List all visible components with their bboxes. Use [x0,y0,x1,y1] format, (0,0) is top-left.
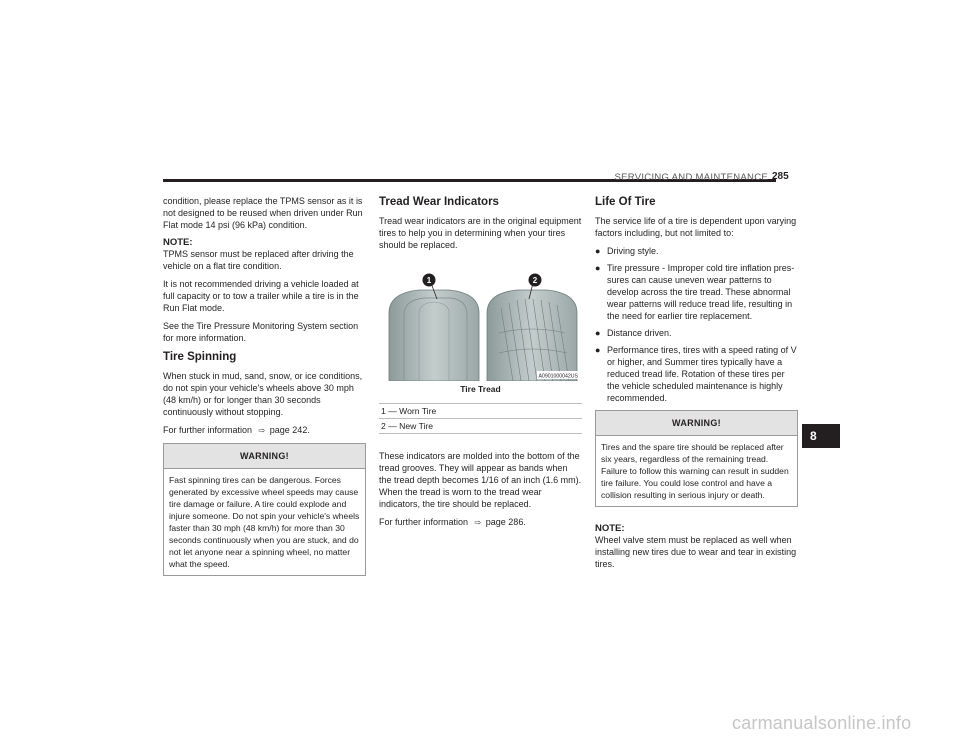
further-info-label: For further information [379,517,469,527]
watermark: carmanualsonline.info [732,713,912,733]
bullet-icon: ● [595,345,601,355]
tread-wear-paragraph: Tread wear indicators are in the original equipment tires to help you in determining when your tires should be replaced. [379,216,582,250]
tire-spinning-paragraph: When stuck in mud, sand, snow, or ice conditions, do not spin your vehicle's wheels above 30 mph (48 km/h) or for longer than 30 seconds continuously without stopping. [163,371,363,417]
figure-caption: Tire Tread [460,384,501,394]
warning-text: Fast spinning tires can be dangerous. Forces generated by excessive wheel speeds may cause tire damage or failure. A tire could explode and injure someone. Do not spin your vehicle's wheels faster than 30 mph (48 km/h) for more than 30 seconds continuously when you are stuck, and do not let anyone near a spinning wheel, no matter what the speed. [169,475,360,569]
legend-worn-tire: 1 — Worn Tire [379,403,582,418]
running-header-section: SERVICING AND MAINTENANCE [614,172,768,183]
new-tire-shape [487,290,577,381]
list-item: ● Performance tires, tires with a speed rating of V or higher, and Summer tires typically have a reduced tread life. Rotation of these tires per the vehicle scheduled maintenance is highly recommended. [595,345,797,403]
bullet-icon: ● [595,328,601,338]
list-item: ● Driving style. [595,246,659,256]
column-right [595,195,798,576]
figure-code: A0901000042US [538,373,578,380]
page-ref-arrow-icon: ⇨ [258,426,266,435]
tire-spinning-heading: Tire Spinning [163,351,237,363]
callout-1-label: 1 [426,276,432,285]
column-left [163,195,366,576]
note-text: TPMS sensor must be replaced after driving the vehicle on a flat tire condition. [163,249,354,271]
bullet-icon: ● [595,246,601,256]
run-flat-paragraph: It is not recommended driving a vehicle loaded at full capacity or to tow a trailer while a tire is in the Run Flat mode. [163,279,359,313]
intro-paragraph: condition, please replace the TPMS sensor as it is not designed to be reused when driven under Run Flat mode 14 psi (96 kPa) condition. [163,196,363,230]
warning-box [163,443,366,576]
callout-2-label: 2 [532,276,538,285]
legend-new-tire: 2 — New Tire [379,418,582,434]
life-of-tire-paragraph: The service life of a tire is dependent upon varying factors including, but not limited to: [595,216,797,238]
indicator-description-paragraph: These indicators are molded into the bottom of the tread grooves. They will appear as bands when the tread depth becomes 1/16 of an inch (1.6 mm). When the tread is worn to the tread wear indicators, the tire should be replaced. [379,451,582,509]
further-info [163,424,366,437]
warning-title: WARNING! [596,411,797,436]
warning-box [595,410,798,507]
factor-list [595,245,798,404]
column-middle [379,195,582,535]
page-ref-link[interactable]: page 286. [485,517,526,527]
page-ref-arrow-icon: ⇨ [474,518,482,527]
further-info [379,516,582,529]
warning-title: WARNING! [164,444,365,469]
tpms-reference-paragraph: See the Tire Pressure Monitoring System section for more information. [163,321,359,343]
page-ref-link[interactable]: page 242. [269,425,310,435]
note-label: NOTE: [595,523,625,534]
tread-wear-heading: Tread Wear Indicators [379,196,499,208]
note-label: NOTE: [163,237,193,248]
warning-text: Tires and the spare tire should be replaced after six years, regardless of the remaining tread. Failure to follow this warning can result in sudden tire failure. You could lose control and have a collision resulting in serious injury or death. [601,442,789,500]
list-item: ● Distance driven. [595,328,672,338]
tire-tread-illustration [379,273,582,381]
list-item: ● Tire pressure - Improper cold tire inflation pres-sures can cause uneven wear patterns to develop across the tire tread. These abnormal wear patterns will reduce tread life, resulting in the need for earlier tire replacement. [595,263,795,321]
bullet-icon: ● [595,263,601,273]
worn-tire-shape [389,290,479,381]
tire-tread-figure [379,273,582,381]
note-text: Wheel valve stem must be replaced as well when installing new tires due to wear and tear in existing tires. [595,535,797,569]
life-of-tire-heading: Life Of Tire [595,196,656,208]
page-number: 285 [772,171,789,182]
chapter-tab: 8 [802,424,840,448]
further-info-label: For further information [163,425,253,435]
